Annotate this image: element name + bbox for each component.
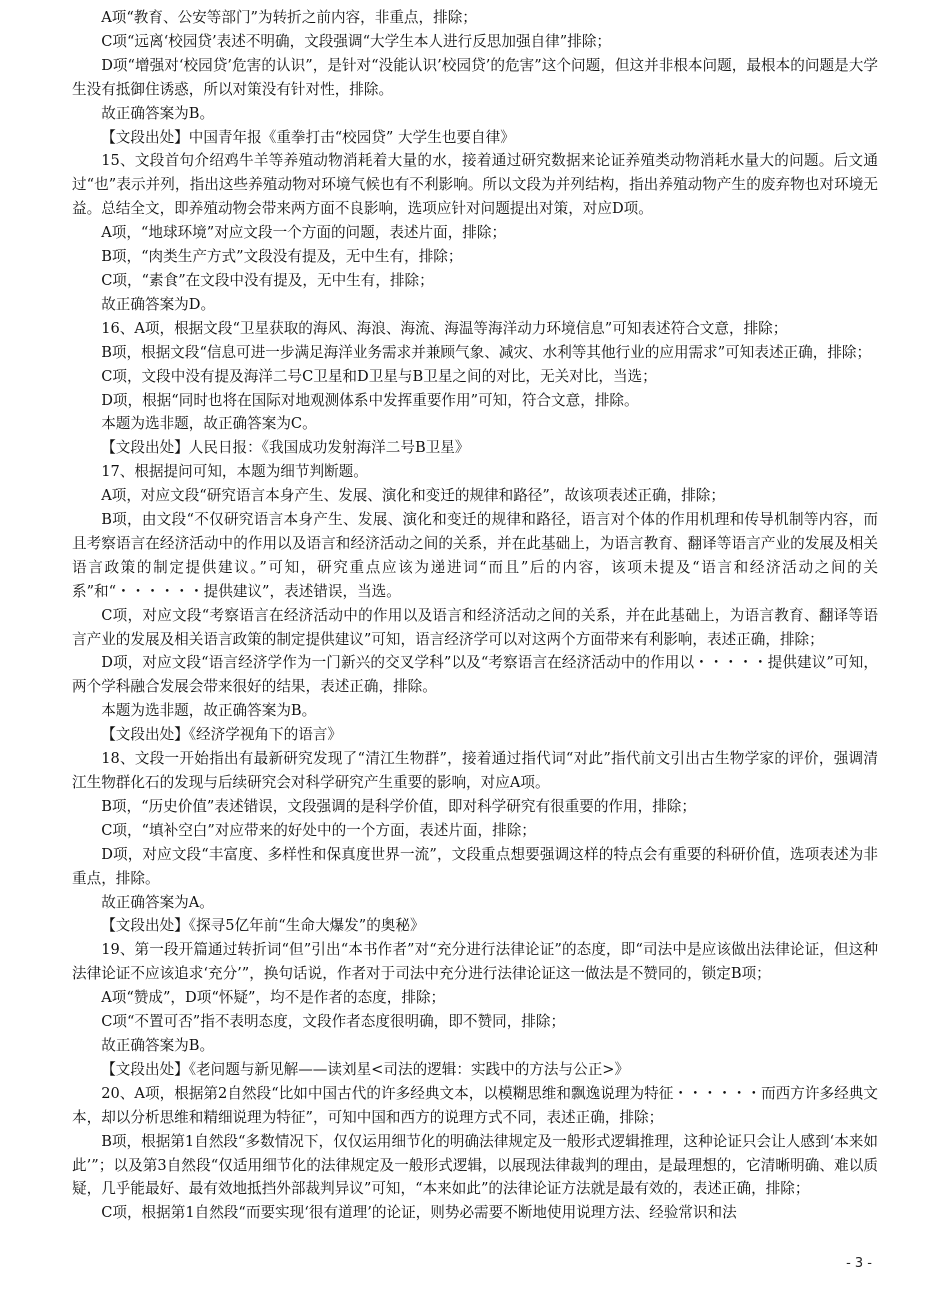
source-line: 【文段出处】《探寻5亿年前“生命大爆发”的奥秘》 (101, 917, 425, 935)
paragraph: B项，根据文段“信息可进一步满足海洋业务需求并兼顾气象、减灾、水利等其他行业的应用需求”可知表述正确，排除； (101, 343, 872, 361)
paragraph: A项“赞成”，D项“怀疑”，均不是作者的态度，排除； (101, 989, 446, 1007)
paragraph: B项，根据第1自然段“多数情况下，仅仅运用细节化的明确法律规定及一般形式逻辑推理，这种论证只会让人感到‘本来如此’”；以及第3自然段“仅适用细节化的法律规定及一般形式逻辑，以展现法律裁判的理由，是最理想的，它清晰明确、难以质疑，几乎能最好、最有效地抵挡外部裁判异议”可知，“本来如此”的法律论证方法就是最有效的，表述正确，排除； (72, 1132, 878, 1198)
paragraph: A项，“地球环境”对应文段一个方面的问题，表述片面，排除； (101, 224, 507, 242)
paragraph: 故正确答案为A。 (101, 893, 214, 911)
source-line: 【文段出处】中国青年报《重拳打击“校园贷” 大学生也要自律》 (101, 128, 515, 146)
paragraph: 本题为选非题，故正确答案为B。 (101, 702, 317, 720)
paragraph: C项，“填补空白”对应带来的好处中的一个方面，表述片面，排除； (101, 821, 536, 839)
paragraph: 故正确答案为B。 (101, 1036, 215, 1054)
paragraph: 19、第一段开篇通过转折词“但”引出“本书作者”对“充分进行法律论证”的态度，即“司法中是应该做出法律论证，但这种法律论证不应该追求‘充分’”，换句话说，作者对于司法中充分进行法律论证这一做法是不赞同的，锁定B项； (72, 941, 878, 983)
paragraph: 故正确答案为B。 (101, 104, 215, 122)
paragraph: 20、A项，根据第2自然段“比如中国古代的许多经典文本，以模糊思维和飘逸说理为特征・・・・・・而西方许多经典文本，却以分析思维和精细说理为特征”，可知中国和西方的说理方式不同，表述正确，排除； (72, 1084, 878, 1126)
paragraph: D项，对应文段“语言经济学作为一门新兴的交叉学科”以及“考察语言在经济活动中的作用以・・・・・提供建议”可知，两个学科融合发展会带来很好的结果，表述正确，排除。 (72, 654, 878, 696)
page-number: - 3 - (846, 1256, 872, 1271)
paragraph: D项，对应文段“丰富度、多样性和保真度世界一流”，文段重点想要强调这样的特点会有重要的科研价值，选项表述为非重点，排除。 (72, 845, 878, 887)
paragraph: 16、A项，根据文段“卫星获取的海风、海浪、海流、海温等海洋动力环境信息”可知表述符合文意，排除； (101, 319, 788, 337)
paragraph: B项，“肉类生产方式”文段没有提及，无中生有，排除； (101, 248, 463, 266)
paragraph: 17、根据提问可知，本题为细节判断题。 (101, 463, 368, 481)
paragraph: C项，对应文段“考察语言在经济活动中的作用以及语言和经济活动之间的关系，并在此基础上，为语言教育、翻译等语言产业的发展及相关语言政策的制定提供建议”可知，语言经济学可以对这两个方面带来有利影响，表述正确，排除； (72, 606, 878, 648)
paragraph: D项，根据“同时也将在国际对地观测体系中发挥重要作用”可知，符合文意，排除。 (101, 391, 639, 409)
paragraph: 18、文段一开始指出有最新研究发现了“清江生物群”，接着通过指代词“对此”指代前文引出古生物学家的评价，强调清江生物群化石的发现与后续研究会对科学研究产生重要的影响，对应A项。 (72, 750, 878, 791)
paragraph: A项“教育、公安等部门”为转折之前内容，非重点，排除； (101, 9, 477, 26)
paragraph: C项，文段中没有提及海洋二号C卫星和D卫星与B卫星之间的对比，无关对比，当选； (101, 367, 657, 385)
source-line: 【文段出处】《经济学视角下的语言》 (101, 726, 342, 744)
paragraph: A项，对应文段“研究语言本身产生、发展、演化和变迁的规律和路径”，故该项表述正确，排除； (101, 487, 725, 505)
paragraph: C项，根据第1自然段“而要实现‘很有道理’的论证，则势必需要不断地使用说理方法、经验常识和法 (101, 1204, 737, 1222)
paragraph: 15、文段首句介绍鸡牛羊等养殖动物消耗着大量的水，接着通过研究数据来论证养殖类动物消耗水量大的问题。后文通过“也”表示并列，指出这些养殖动物对环境气候也有不利影响。所以文段为并列结构，指出养殖动物产生的废弃物也对环境无益。总结全文，即养殖动物会带来两方面不良影响，选项应针对问题提出对策，对应D项。 (72, 152, 878, 218)
paragraph: B项，由文段“不仅研究语言本身产生、发展、演化和变迁的规律和路径，语言对个体的作用机理和传导机制等内容，而且考察语言在经济活动中的作用以及语言和经济活动之间的关系，并在此基础上，为语言教育、翻译等语言产业的发展及相关语言政策的制定提供建议。”可知，研究重点应该为递进词“而且”后的内容，该项未提及“语言和经济活动之间的关系”和“・・・・・・提供建议”，表述错误，当选。 (72, 511, 878, 600)
paragraph: D项“增强对‘校园贷’危害的认识”，是针对“没能认识’校园贷’的危害”这个问题，但这并非根本问题，最根本的问题是大学生没有抵御住诱惑，所以对策没有针对性，排除。 (72, 56, 878, 98)
document-body (72, 6, 878, 1225)
paragraph: 故正确答案为D。 (101, 295, 216, 313)
paragraph: C项“不置可否”指不表明态度，文段作者态度很明确，即不赞同，排除； (101, 1013, 566, 1031)
paragraph: B项，“历史价值”表述错误，文段强调的是科学价值，即对科学研究有很重要的作用，排除； (101, 797, 696, 815)
source-line: 【文段出处】人民日报：《我国成功发射海洋二号B卫星》 (101, 439, 470, 457)
paragraph: C项“远离‘校园贷’表述不明确，文段强调“大学生本人进行反思加强自律”排除； (101, 32, 612, 50)
paragraph: 本题为选非题，故正确答案为C。 (101, 415, 317, 433)
source-line: 【文段出处】《老问题与新见解——读刘星<司法的逻辑：实践中的方法与公正>》 (101, 1060, 630, 1078)
paragraph: C项，“素食”在文段中没有提及，无中生有，排除； (101, 271, 434, 289)
